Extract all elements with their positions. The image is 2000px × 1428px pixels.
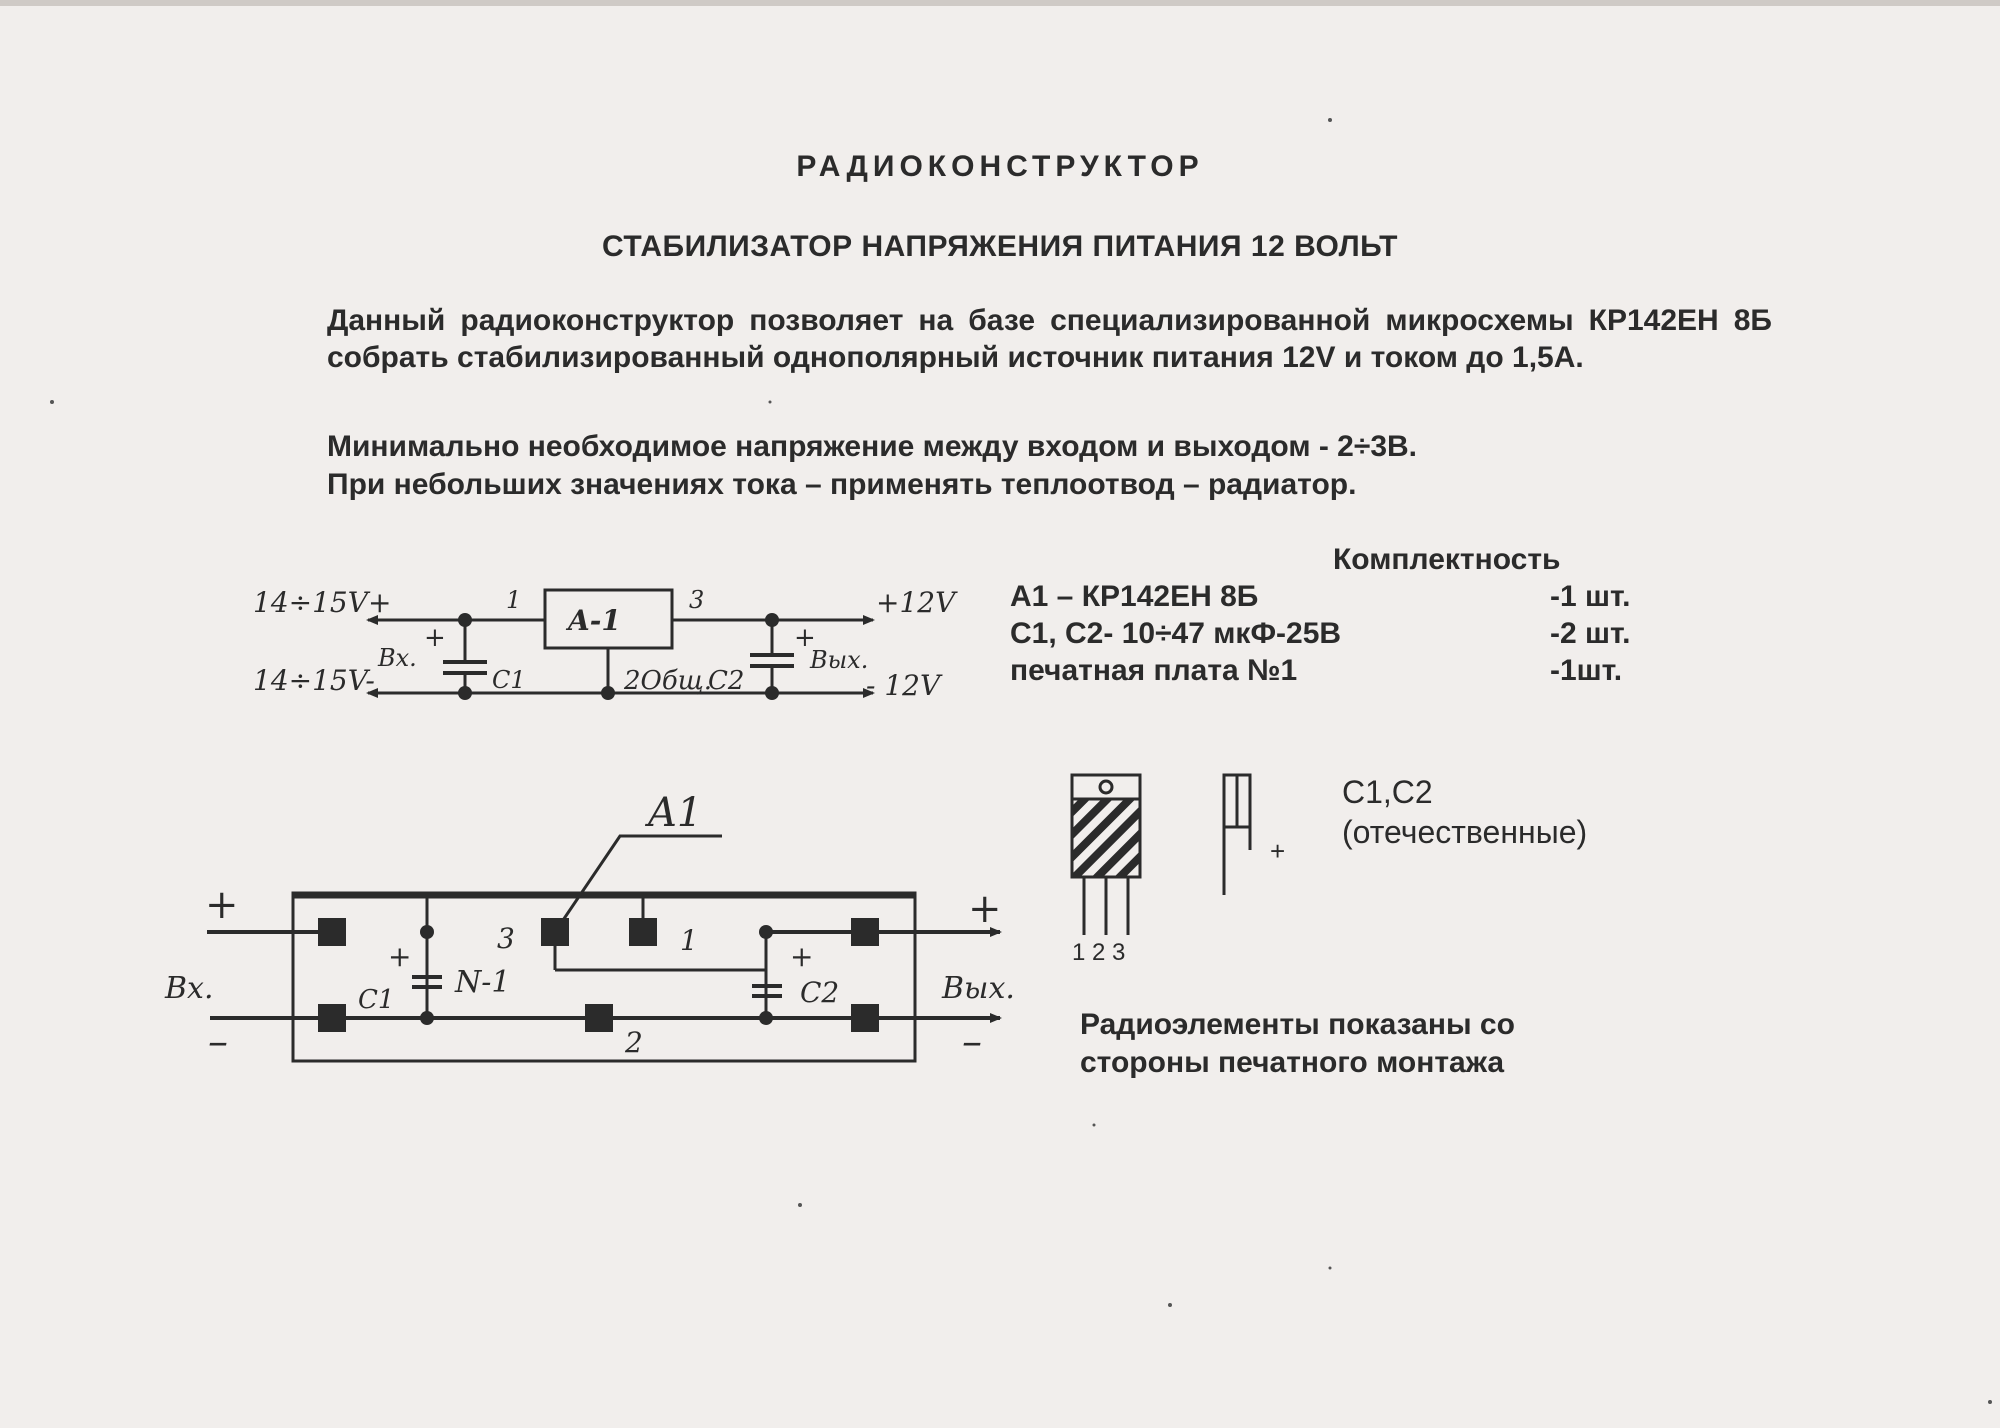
- pcb-pad: [318, 918, 346, 946]
- schematic-c1-plus: +: [424, 623, 446, 653]
- pcb-a1-label: A1: [648, 790, 703, 836]
- schematic-junction-dot: [601, 686, 615, 700]
- pcb-junction-dot: [420, 1011, 434, 1025]
- document-title: РАДИОКОНСТРУКТОР: [796, 150, 1204, 183]
- capacitor-note-title: С1,С2: [1342, 774, 1433, 810]
- pcb-c1-label: С1: [358, 985, 395, 1015]
- pcb-c1-plus: +: [388, 940, 412, 973]
- kit-title: Комплектность: [1333, 543, 1561, 576]
- ic-package-tab: [1072, 775, 1140, 799]
- mounting-note-line: Радиоэлементы показаны со: [1080, 1008, 1515, 1041]
- kit-item-qty: -2 шт.: [1550, 617, 1631, 650]
- pcb-output-label: Вых.: [942, 971, 1015, 1006]
- pcb-junction-dot: [420, 925, 434, 939]
- pcb-output-plus: +: [968, 886, 1002, 932]
- pcb-n1-label: N-1: [455, 965, 511, 1000]
- ic-package-body: [1072, 799, 1140, 877]
- pcb-output-minus: –: [962, 1019, 982, 1065]
- schematic-c2-label: С2: [708, 666, 745, 696]
- capacitor-drawing: [1224, 775, 1250, 895]
- schematic-output-negative-label: - 12V: [866, 669, 941, 702]
- pcb-c2-plus: +: [790, 940, 814, 973]
- pcb-junction-dot: [759, 925, 773, 939]
- pcb-pad: [629, 918, 657, 946]
- pcb-c2-label: С2: [800, 976, 840, 1009]
- kit-item-name: печатная плата №1: [1010, 654, 1298, 687]
- schematic-output-label: Вых.: [810, 646, 869, 674]
- pcb-pad: [851, 918, 879, 946]
- kit-item-qty: -1шт.: [1550, 654, 1623, 687]
- ic-package-drawing: [1072, 775, 1140, 935]
- kit-item-qty: -1 шт.: [1550, 580, 1631, 613]
- schematic-junction-dot: [458, 686, 472, 700]
- voltage-note: Минимально необходимое напряжение между входом и выходом - 2÷3В.: [327, 430, 1418, 463]
- pcb-input-plus: +: [205, 882, 239, 928]
- pcb-a1-leader: [555, 836, 722, 932]
- pcb-pin2-label: 2: [625, 1026, 643, 1059]
- ic-mounting-hole: [1100, 781, 1112, 793]
- schematic-pin1-label: 1: [506, 586, 522, 614]
- kit-item-name: С1, С2- 10÷47 мкФ-25В: [1010, 617, 1342, 650]
- schematic-junction-dot: [765, 613, 779, 627]
- schematic-pin3-label: 3: [689, 586, 705, 614]
- schematic-ic-label: A-1: [568, 604, 621, 637]
- schematic-input-negative-label: 14÷15V-: [253, 664, 375, 697]
- schematic-input-label: Вх.: [378, 644, 417, 672]
- schematic-common-label: 2Общ.: [624, 666, 713, 696]
- pcb-input-minus: –: [208, 1019, 228, 1065]
- capacitor-note-subtitle: (отечественные): [1342, 814, 1588, 850]
- schematic-c1-label: С1: [492, 666, 526, 694]
- schematic-output-positive-label: +12V: [876, 586, 956, 619]
- heatsink-note: При небольших значениях тока – применять теплоотвод – радиатор.: [327, 468, 1357, 501]
- capacitor-plus: +: [1270, 836, 1286, 866]
- mounting-note-line: стороны печатного монтажа: [1080, 1046, 1505, 1079]
- pcb-pin3-label: 3: [497, 922, 515, 955]
- pcb-junction-dot: [759, 1011, 773, 1025]
- schematic-c2-plus: +: [794, 623, 816, 653]
- intro-paragraph: Данный радиоконструктор позволяет на базе специализированной микросхемы КР142ЕН 8Б собрать стабилизированный однополярный источник питания 12V и током до 1,5А.: [327, 304, 1772, 374]
- pcb-pads: [318, 918, 879, 1032]
- schematic-labels: [253, 586, 958, 702]
- schematic-junction-dot: [458, 613, 472, 627]
- pcb-input-label: Вх.: [165, 971, 214, 1006]
- schematic-input-positive-label: 14÷15V+: [253, 586, 392, 619]
- pcb-pin1-label: 1: [680, 924, 698, 957]
- ic-pin-numbers: 1 2 3: [1072, 939, 1126, 966]
- pcb-pad: [541, 918, 569, 946]
- scan-specks: [50, 118, 1992, 1404]
- pcb-pad: [318, 1004, 346, 1032]
- kit-item-name: А1 – КР142ЕН 8Б: [1010, 580, 1259, 613]
- pcb-pad: [585, 1004, 613, 1032]
- schematic-junction-dot: [765, 686, 779, 700]
- document-subtitle: СТАБИЛИЗАТОР НАПРЯЖЕНИЯ ПИТАНИЯ 12 ВОЛЬТ: [601, 230, 1398, 263]
- pcb-pad: [851, 1004, 879, 1032]
